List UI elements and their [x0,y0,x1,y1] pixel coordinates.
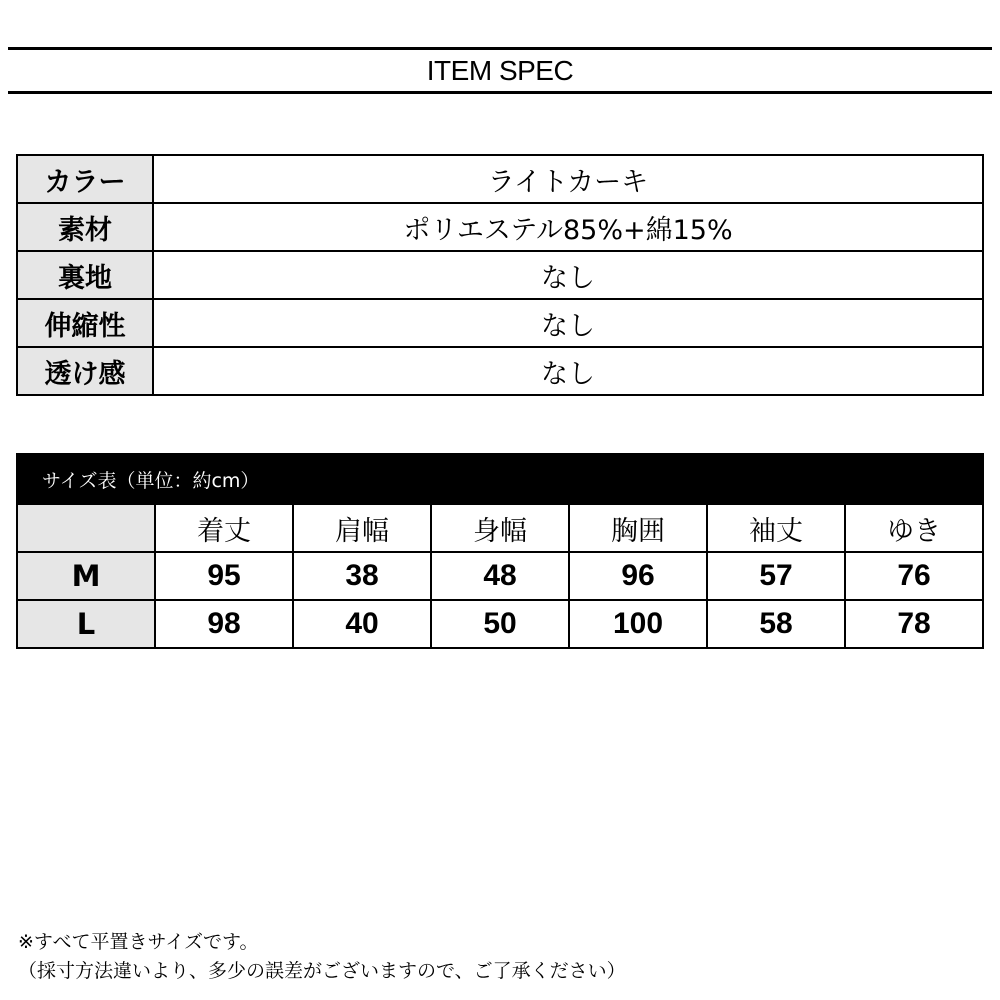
size-table-corner [17,504,155,552]
table-cell: 48 [431,552,569,600]
size-table-title: サイズ表（単位：約cm） [17,454,983,504]
spec-value: ライトカーキ [153,155,983,203]
table-cell: 38 [293,552,431,600]
heading-top-rule [8,47,992,50]
size-label: M [17,552,155,600]
table-row [17,552,983,600]
spec-label: 伸縮性 [17,299,153,347]
table-row [17,600,983,648]
table-cell: 96 [569,552,707,600]
table-cell: 40 [293,600,431,648]
size-table-header-row [17,504,983,552]
table-cell: 78 [845,600,983,648]
column-header: ゆき [845,504,983,552]
column-header: 肩幅 [293,504,431,552]
table-cell: 95 [155,552,293,600]
spec-value: なし [153,299,983,347]
spec-value: なし [153,251,983,299]
spec-row-material [17,203,983,251]
spec-row-stretch [17,299,983,347]
size-table [16,453,984,649]
column-header: 袖丈 [707,504,845,552]
table-cell: 58 [707,600,845,648]
column-header: 胸囲 [569,504,707,552]
spec-label: 素材 [17,203,153,251]
footnote-line: （採寸方法違いより、多少の誤差がございますので、ご了承ください） [18,960,626,982]
heading-bottom-rule [8,91,992,94]
spec-row-sheerness [17,347,983,395]
table-cell: 100 [569,600,707,648]
column-header: 着丈 [155,504,293,552]
spec-row-lining [17,251,983,299]
spec-table [16,154,984,396]
spec-value: ポリエステル85%+綿15% [153,203,983,251]
size-label: L [17,600,155,648]
size-table-title-row [17,454,983,504]
table-cell: 57 [707,552,845,600]
spec-label: 裏地 [17,251,153,299]
spec-label: カラー [17,155,153,203]
spec-label: 透け感 [17,347,153,395]
table-cell: 98 [155,600,293,648]
page-title: ITEM SPEC [426,55,574,86]
table-cell: 76 [845,552,983,600]
footnote-line: ※すべて平置きサイズです。 [18,931,259,953]
spec-row-color [17,155,983,203]
footnotes [18,928,626,986]
spec-value: なし [153,347,983,395]
column-header: 身幅 [431,504,569,552]
table-cell: 50 [431,600,569,648]
